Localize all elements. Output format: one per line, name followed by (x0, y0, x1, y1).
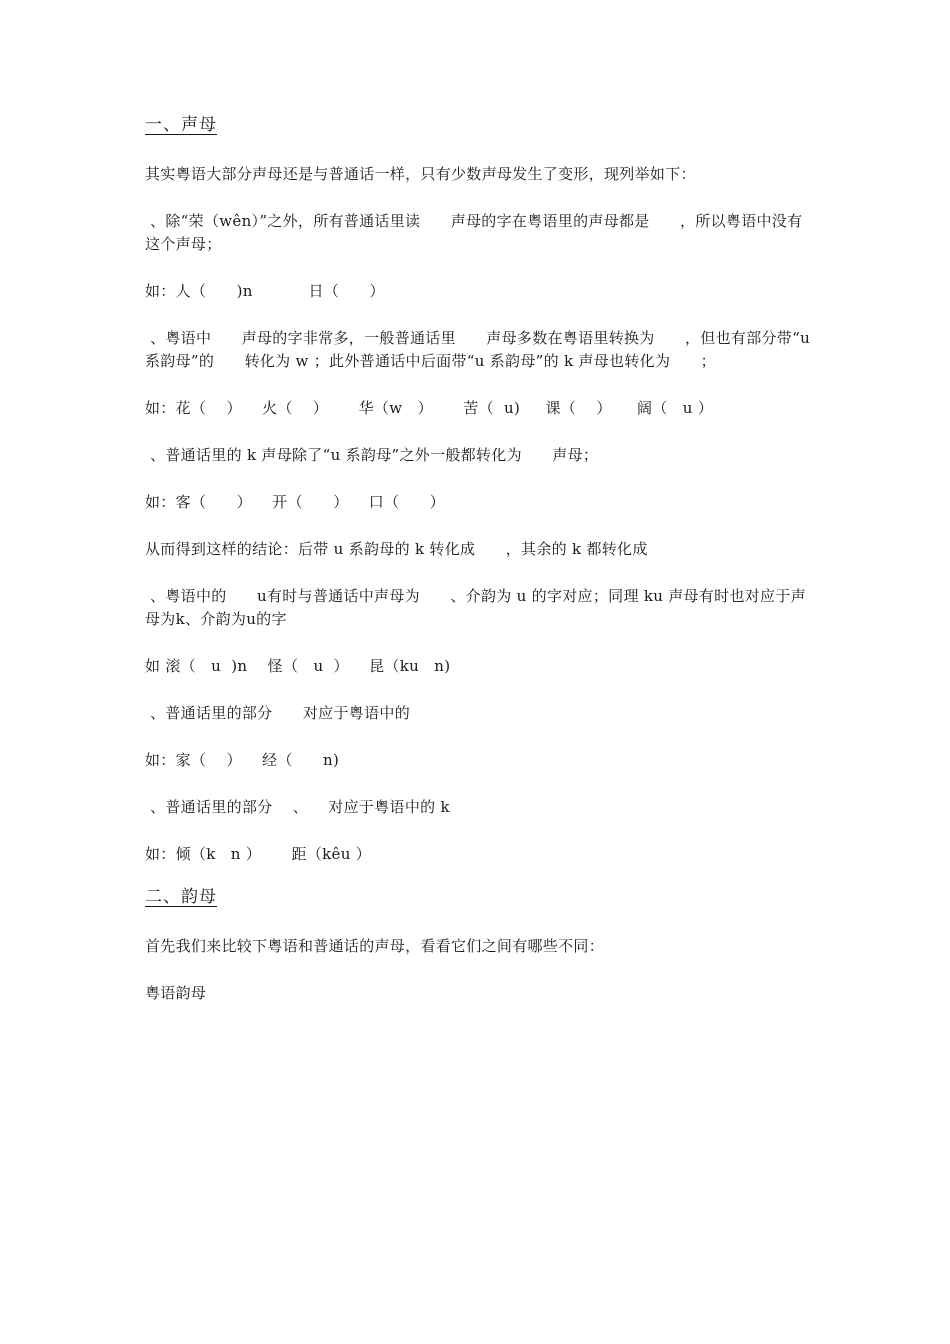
cantonese-finals-label: 粤语韵母 (145, 984, 207, 1002)
section-heading-finals: 二、韵母 (145, 887, 217, 907)
rule-1-text: 、除“荣（wên）”之外，所有普通话里读 声母的字在粤语里的声母都是 ，所以粤语中没有 这个声母； (145, 212, 833, 253)
rule-6-text: 、普通话里的部分 、 对应于粤语中的 k (145, 798, 450, 816)
rule-4-example: 如 滚（ u )n 怪（ u ） 昆（ku n) (145, 657, 451, 675)
rule-1-example: 如：人（ )n 日（ ） (145, 282, 385, 300)
document-page (145, 112, 833, 1005)
section-intro-finals: 首先我们来比较下粤语和普通话的声母，看看它们之间有哪些不同： (145, 937, 605, 955)
rule-6-example: 如：倾（k n ） 距（kêu ） (145, 845, 372, 863)
rule-5-text: 、普通话里的部分 对应于粤语中的 (145, 704, 410, 722)
rule-5-example: 如：家（ ） 经（ n) (145, 751, 340, 769)
conclusion-text: 从而得到这样的结论：后带 u 系韵母的 k 转化成 ，其余的 k 都转化成 (145, 540, 648, 558)
section-heading-initials: 一、声母 (145, 115, 217, 135)
rule-3-example: 如：客（ ） 开（ ） 口（ ） (145, 493, 446, 511)
rule-2-example: 如：花（ ） 火（ ） 华（w ） 苦（ u) 课（ ） 阔（ u ） (145, 399, 714, 417)
rule-2-text: 、粤语中 声母的字非常多，一般普通话里 声母多数在粤语里转换为 ，但也有部分带“u 系韵母”的 转化为 w ；此外普通话中后面带“u 系韵母”的 k 声母也转化为 ； (145, 329, 816, 370)
rule-3-text: 、普通话里的 k 声母除了“u 系韵母”之外一般都转化为 声母； (145, 446, 599, 464)
rule-4-text: 、粤语中的 u有时与普通话中声母为 、介韵为 u 的字对应；同理 ku 声母有时也对应于声母为k、介韵为u的字 (145, 587, 806, 628)
section-intro-initials: 其实粤语大部分声母还是与普通话一样，只有少数声母发生了变形，现列举如下： (145, 165, 696, 183)
